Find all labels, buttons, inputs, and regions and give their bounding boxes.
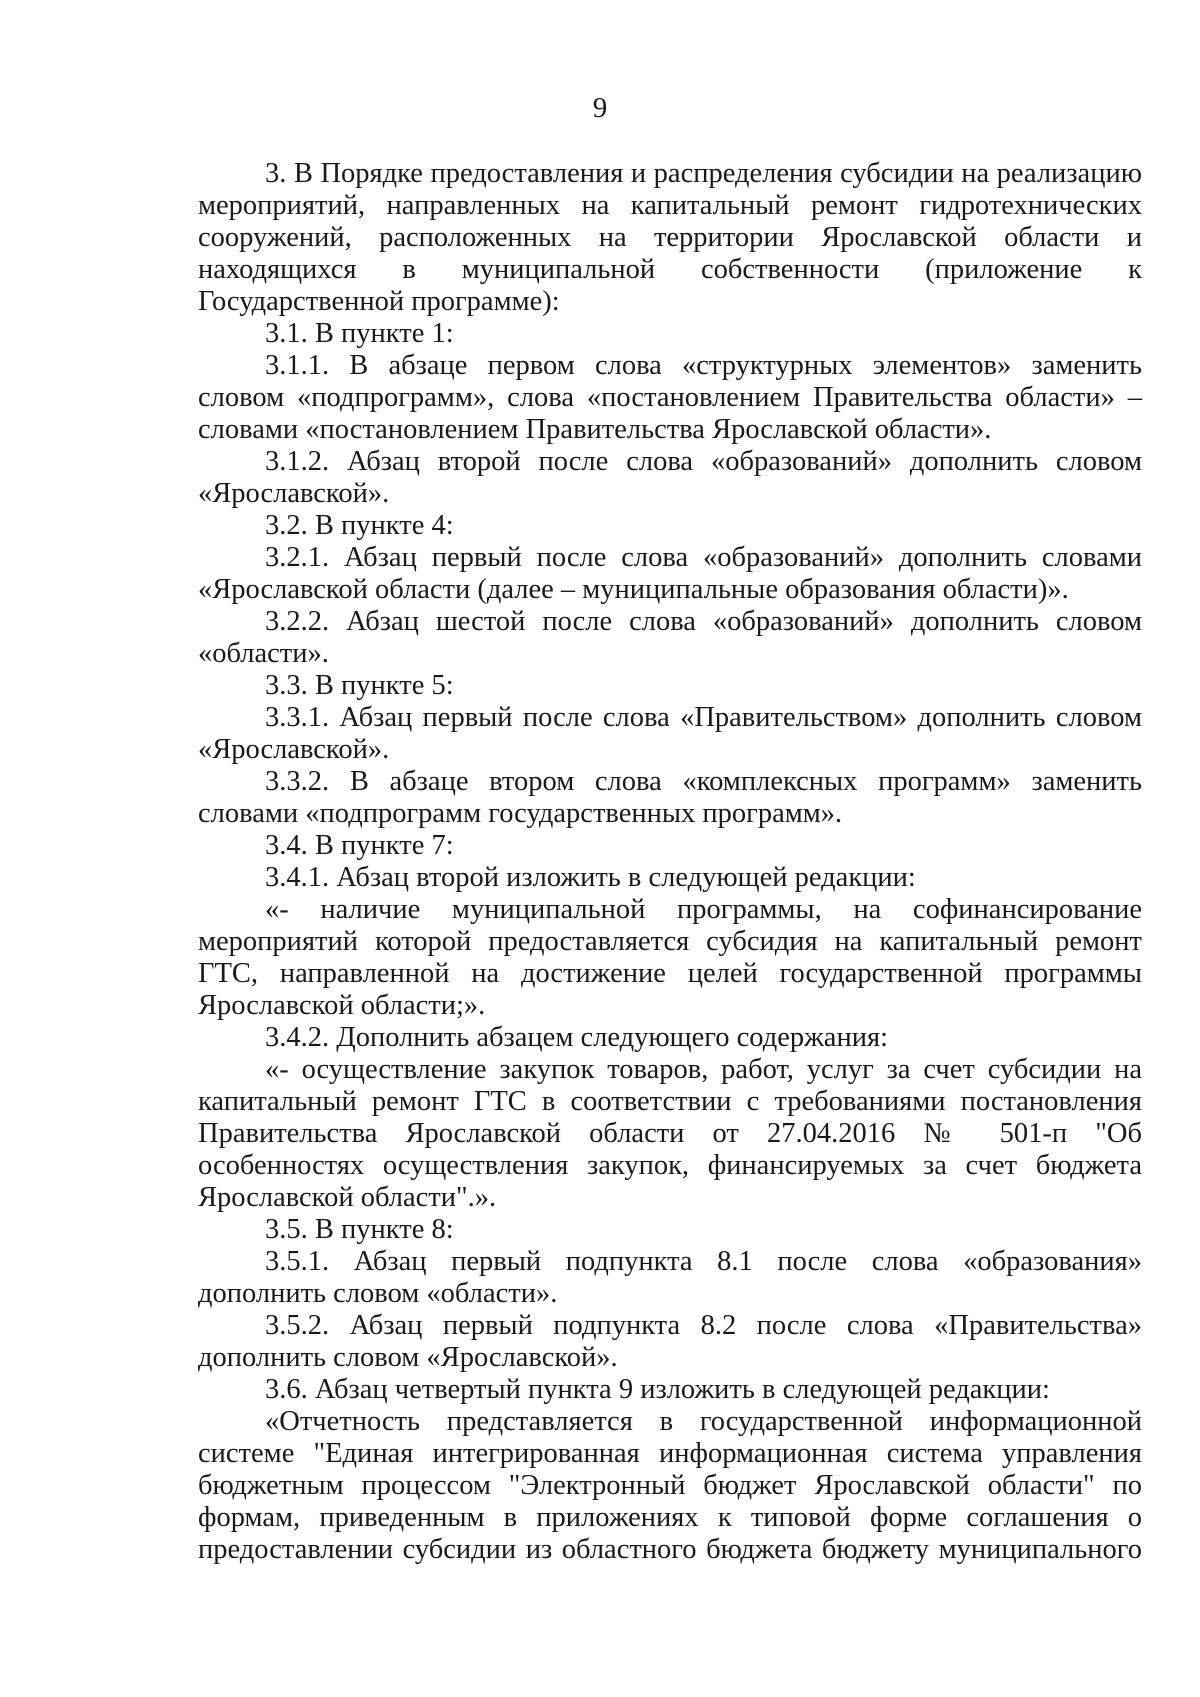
quoted-paragraph-procurement: «- осуществление закупок товаров, работ, услуг за счет субсидии на капитальный ремонт ГТС в соответствии с требованиями постановления Правительства Ярославской области от 27.04.2016 № 501-п "Об особенностях осуществления закупок, финансируемых за счет бюджета Ярославской области".». bbox=[198, 1054, 1142, 1213]
paragraph-3-6: 3.6. Абзац четвертый пункта 9 изложить в следующей редакции: bbox=[265, 1374, 1050, 1405]
paragraph-3-1-2: 3.1.2. Абзац второй после слова «образований» дополнить словом «Ярославской». bbox=[198, 446, 1142, 509]
paragraph-3-2-2: 3.2.2. Абзац шестой после слова «образований» дополнить словом «области». bbox=[198, 606, 1142, 669]
paragraph-3-3: 3.3. В пункте 5: bbox=[265, 670, 454, 701]
document-body bbox=[198, 158, 1142, 1566]
paragraph-3-4: 3.4. В пункте 7: bbox=[265, 830, 454, 861]
paragraph-3-5-2: 3.5.2. Абзац первый подпункта 8.2 после слова «Правительства» дополнить словом «Ярославской». bbox=[198, 1310, 1142, 1373]
page-number: 9 bbox=[592, 92, 608, 124]
paragraph-3-3-1: 3.3.1. Абзац первый после слова «Правительством» дополнить словом «Ярославской». bbox=[198, 702, 1142, 765]
paragraph-3-1: 3.1. В пункте 1: bbox=[265, 318, 454, 349]
paragraph-3-5-1: 3.5.1. Абзац первый подпункта 8.1 после слова «образования» дополнить словом «области». bbox=[198, 1246, 1142, 1309]
paragraph-3-3-2: 3.3.2. В абзаце втором слова «комплексных программ» заменить словами «подпрограмм государственных программ». bbox=[198, 766, 1142, 829]
quoted-paragraph-reporting: «Отчетность представляется в государственной информационной системе "Единая интегрированная информационная система управления бюджетным процессом "Электронный бюджет Ярославской области" по формам, приведенным в приложениях к типовой форме соглашения о предоставлении субсидии из областного бюджета бюджету муниципального bbox=[198, 1406, 1142, 1565]
paragraph-3-4-2: 3.4.2. Дополнить абзацем следующего содержания: bbox=[265, 1022, 888, 1053]
paragraph-3-2: 3.2. В пункте 4: bbox=[265, 510, 454, 541]
quoted-paragraph-municipal-program: «- наличие муниципальной программы, на софинансирование мероприятий которой предоставляется субсидия на капитальный ремонт ГТС, направленной на достижение целей государственной программы Ярославской области;». bbox=[198, 894, 1142, 1021]
paragraph-3-5: 3.5. В пункте 8: bbox=[265, 1214, 454, 1245]
paragraph-3-1-1: 3.1.1. В абзаце первом слова «структурных элементов» заменить словом «подпрограмм», слова «постановлением Правительства области» – словами «постановлением Правительства Ярославской области». bbox=[198, 350, 1142, 445]
paragraph-3: 3. В Порядке предоставления и распределения субсидии на реализацию мероприятий, направленных на капитальный ремонт гидротехнических сооружений, расположенных на территории Ярославской области и находящихся в муниципальной собственности (приложение к Государственной программе): bbox=[198, 158, 1142, 317]
paragraph-3-2-1: 3.2.1. Абзац первый после слова «образований» дополнить словами «Ярославской области (далее – муниципальные образования области)». bbox=[198, 542, 1142, 605]
paragraph-3-4-1: 3.4.1. Абзац второй изложить в следующей редакции: bbox=[265, 862, 916, 893]
